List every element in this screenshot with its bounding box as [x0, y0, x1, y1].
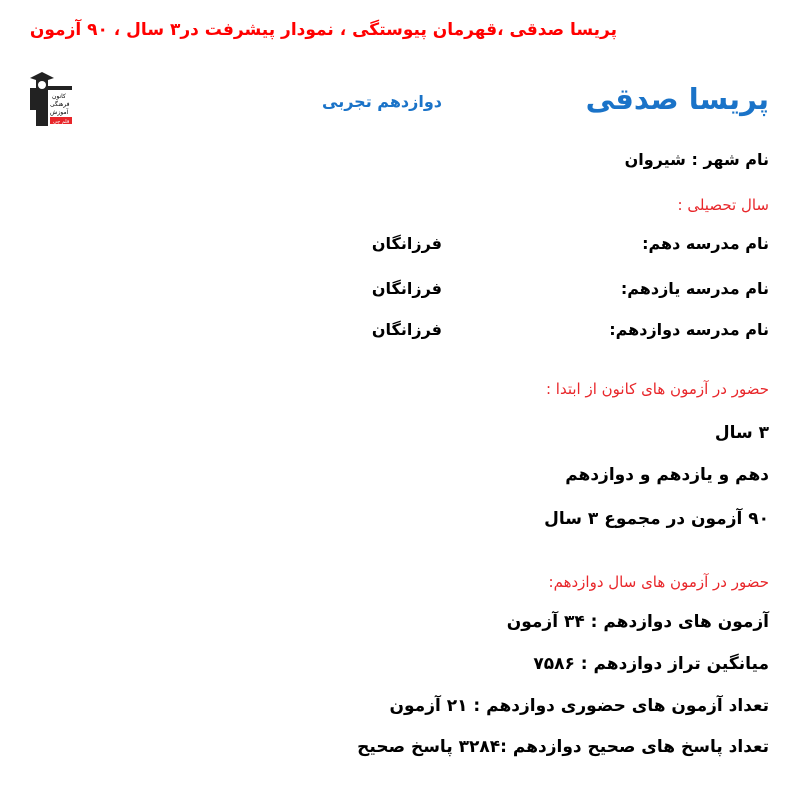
logo-badge: قلم چی	[53, 119, 70, 125]
school-label-12: نام مدرسه دوازدهم:	[609, 320, 769, 339]
logo-line-3: آموزش	[50, 109, 69, 116]
kanoon-logo-icon	[28, 68, 78, 132]
logo-line-2: فرهنگی	[50, 101, 70, 108]
student-grade: دوازدهم تجربی	[322, 92, 442, 111]
exams-12-line: آزمون های دوازدهم : ۳۴ آزمون	[506, 612, 769, 632]
logo-line-1: کانون	[52, 93, 66, 100]
in-person-12-line: تعداد آزمون های حضوری دوازدهم : ۲۱ آزمون	[389, 696, 769, 716]
average-12-line: میانگین تراز دوازدهم : ۷۵۸۶	[533, 654, 769, 674]
attendance-years: ۳ سال	[714, 423, 769, 443]
attendance-grades: دهم و یازدهم و دوازدهم	[565, 465, 769, 485]
attendance-exams: ۹۰ آزمون در مجموع ۳ سال	[544, 509, 769, 529]
attendance-total-heading: حضور در آزمون های کانون از ابتدا :	[545, 380, 769, 398]
student-name: پریسا صدقی	[585, 82, 769, 116]
school-value-11: فرزانگان	[371, 279, 442, 298]
headline: پریسا صدقی ،قهرمان پیوستگی ، نمودار پیشرفت در۳ سال ، ۹۰ آزمون	[29, 20, 617, 40]
city-line: نام شهر : شیروان	[624, 150, 769, 169]
education-heading: سال تحصیلی :	[677, 196, 769, 214]
school-label-11: نام مدرسه یازدهم:	[620, 279, 769, 298]
school-value-10: فرزانگان	[371, 234, 442, 253]
school-value-12: فرزانگان	[371, 320, 442, 339]
attendance-12-heading: حضور در آزمون های سال دوازدهم:	[548, 573, 769, 591]
school-label-10: نام مدرسه دهم:	[642, 234, 769, 253]
correct-answers-12-line: تعداد پاسخ های صحیح دوازدهم :۳۲۸۴ پاسخ صحیح	[357, 737, 769, 757]
